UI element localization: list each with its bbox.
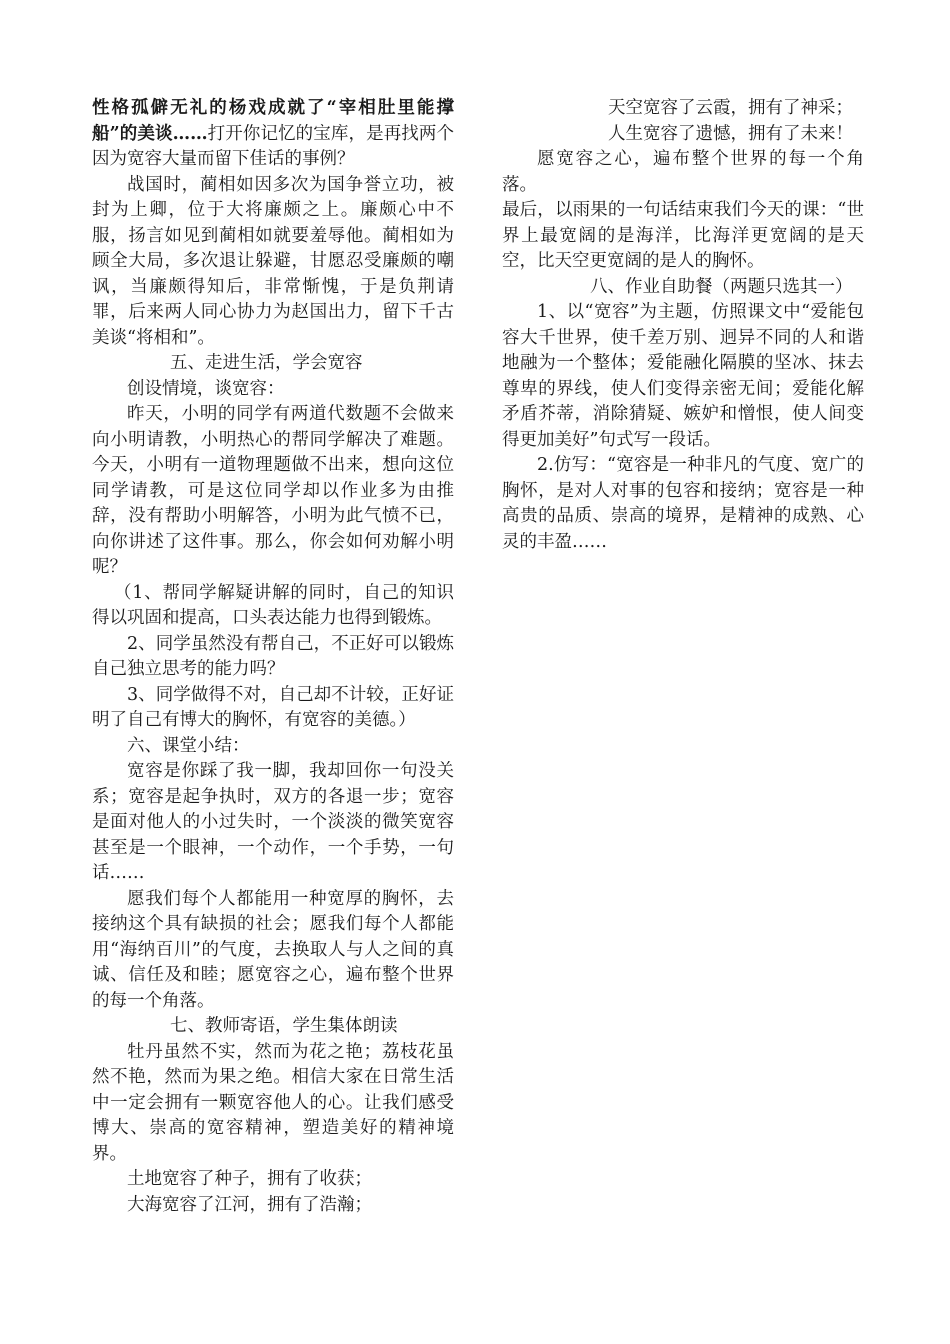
paragraph-summary: 宽容是你踩了我一脚，我却回你一句没关系；宽容是起争执时，双方的各退一步；宽容是面对他人的小过失时，一个淡淡的微笑宽容甚至是一个眼神，一个动作，一个手势，一句话……	[92, 761, 454, 883]
paragraph-intro-tail: 打开你记忆的宝库，是再找两个因为宽容大量而留下佳话的事例？	[92, 123, 454, 169]
left-column	[92, 96, 454, 1218]
section-heading-6: 六、课堂小结：	[127, 735, 250, 756]
section-heading-7: 七、教师寄语，学生集体朗读	[170, 1016, 398, 1036]
paragraph-closing-quote: 最后，以雨果的一句话结束我们今天的课：“世界上最宽阔的是海洋，比海洋更宽阔的是天空，比天空更宽阔的是人的胸怀。	[502, 200, 864, 271]
poem-line-3: 天空宽容了云霞，拥有了神采；	[608, 98, 853, 118]
homework-item-1: 1、以“宽容”为主题，仿照课文中“爱能包容大千世界，使千差万别、迥异不同的人和谐地融为一个整体；爱能融化隔膜的坚冰、抹去尊卑的界线，使人们变得亲密无间；爱能化解矛盾芥蒂，消除猜疑、嫉妒和憎恨，使人间变得更加美好”句式写一段话。	[502, 302, 864, 450]
paragraph-scenario-intro: 创设情境，谈宽容：	[127, 378, 285, 399]
section-heading-5: 五、走进生活，学会宽容	[170, 353, 363, 373]
paragraph-answer-1: （1、帮同学解疑讲解的同时，自己的知识得以巩固和提高，口头表达能力也得到锻炼。	[92, 582, 454, 628]
poem-line-2: 大海宽容了江河，拥有了浩瀚；	[127, 1194, 372, 1215]
poem-line-1: 土地宽容了种子，拥有了收获；	[127, 1169, 372, 1189]
paragraph-wish-2: 愿宽容之心，遍布整个世界的每一个角落。	[502, 149, 864, 195]
paragraph-teacher-words: 牡丹虽然不实，然而为花之艳；荔枝花虽然不艳，然而为果之绝。相信大家在日常生活中一定会拥有一颗宽容他人的心。让我们感受博大、崇高的宽容精神，塑造美好的精神境界。	[92, 1041, 454, 1164]
bold-lead-text: 性格孤僻无礼的杨戏成就了“宰相肚里能撑船”的美谈……	[92, 98, 454, 144]
paragraph-story: 战国时，蔺相如因多次为国争誉立功，被封为上卿，位于大将廉颇之上。廉颇心中不服，扬言如见到蔺相如就要羞辱他。蔺相如为顾全大局，多次退让躲避，甘愿忍受廉颇的嘲讽，当廉颇得知后，非常惭愧，于是负荆请罪，后来两人同心协力为赵国出力，留下千古美谈“将相和”。	[92, 174, 454, 348]
paragraph-scenario: 昨天，小明的同学有两道代数题不会做来向小明请教，小明热心的帮同学解决了难题。今天，小明有一道物理题做不出来，想向这位同学请教，可是这位同学却以作业多为由推辞，没有帮助小明解答，小明为此气愤不已，向你讲述了这件事。那么，你会如何劝解小明呢？	[92, 404, 454, 577]
paragraph-wish: 愿我们每个人都能用一种宽厚的胸怀，去接纳这个具有缺损的社会；愿我们每个人都能用“海纳百川”的气度，去换取人与人之间的真诚、信任及和睦；愿宽容之心，遍布整个世界的每一个角落。	[92, 888, 454, 1011]
right-column	[502, 96, 864, 555]
paragraph-answer-3: 3、同学做得不对，自己却不计较，正好证明了自己有博大的胸怀，有宽容的美德。）	[92, 684, 454, 730]
paragraph-answer-2: 2、同学虽然没有帮自己，不正好可以锻炼自己独立思考的能力吗？	[92, 633, 454, 679]
homework-item-2: 2.仿写：“宽容是一种非凡的气度、宽广的胸怀，是对人对事的包容和接纳；宽容是一种高贵的品质、崇高的境界，是精神的成熟、心灵的丰盈……	[502, 455, 864, 552]
paragraph-intro	[92, 96, 454, 173]
section-heading-8: 八、作业自助餐（两题只选其一）	[590, 276, 853, 297]
poem-line-4: 人生宽容了遗憾，拥有了未来！	[608, 123, 853, 144]
